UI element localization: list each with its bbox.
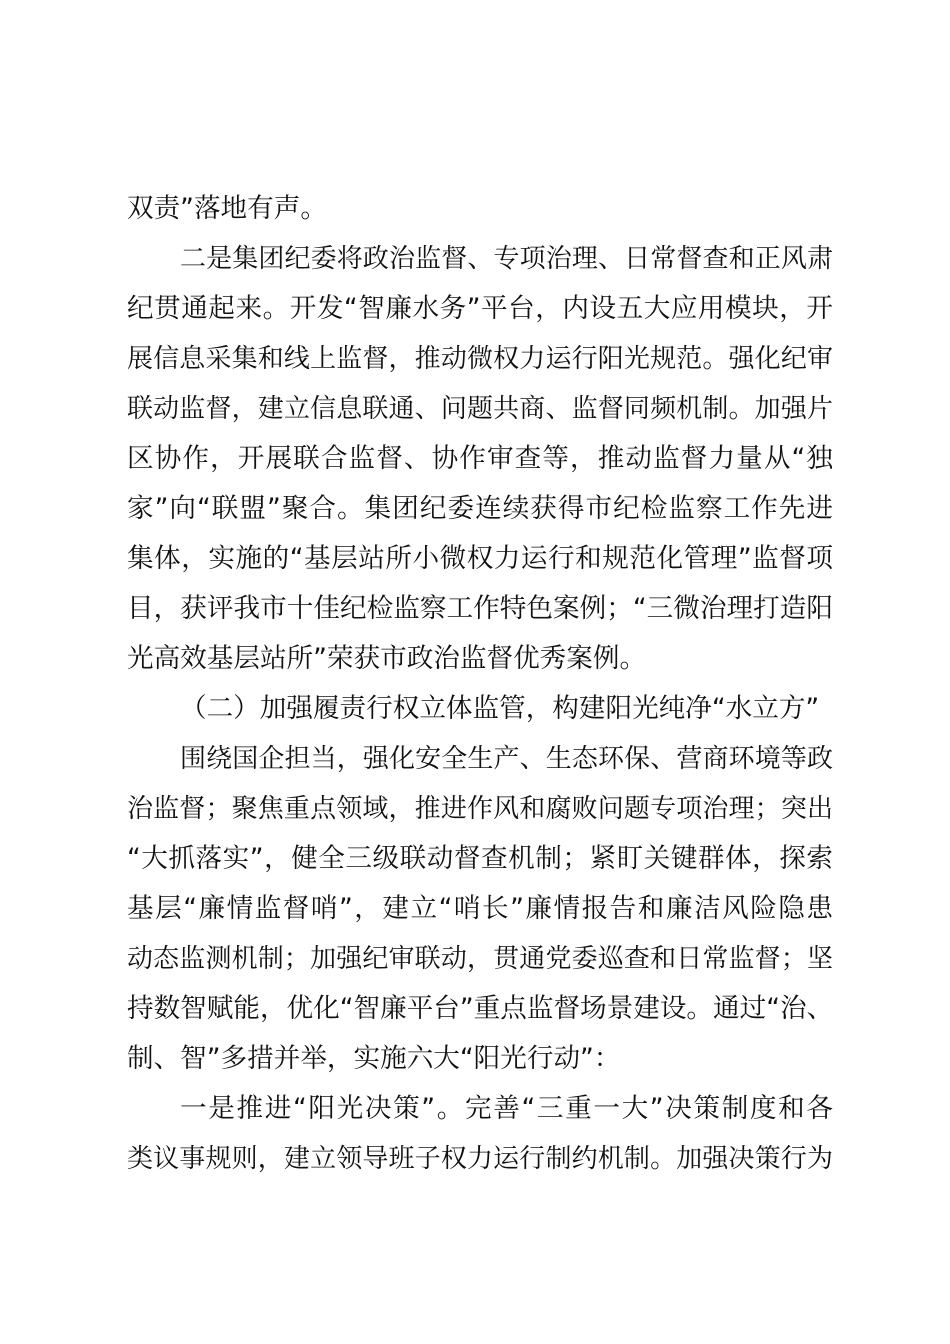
text-line: “大抓落实”，健全三级联动督查机制；紧盯关键群体，探索 bbox=[127, 843, 833, 874]
text-line: 治监督；聚焦重点领域，推进作风和腐败问题专项治理；突出 bbox=[127, 794, 833, 824]
text-line: 类议事规则，建立领导班子权力运行制约机制。加强决策行为 bbox=[127, 1144, 833, 1174]
text-line: 集体，实施的“基层站所小微权力运行和规范化管理”监督项 bbox=[127, 543, 833, 574]
text-line: 区协作，开展联合监督、协作审查等，推动监督力量从“独 bbox=[127, 443, 833, 474]
text-line: 家”向“联盟”聚合。集团纪委连续获得市纪检监察工作先进 bbox=[127, 493, 833, 524]
text-line: 双责”落地有声。 bbox=[127, 193, 327, 224]
paragraph-start-line: 围绕国企担当，强化安全生产、生态环保、营商环境等政 bbox=[180, 744, 833, 774]
text-line: 目，获评我市十佳纪检监察工作特色案例；“三微治理打造阳 bbox=[127, 593, 833, 624]
text-line: 持数智赋能，优化“智廉平台”重点监督场景建设。通过“治、 bbox=[127, 993, 834, 1024]
paragraph-start-line: 一是推进“阳光决策”。完善“三重一大”决策制度和各 bbox=[180, 1093, 833, 1124]
text-line: 展信息采集和线上监督，推动微权力运行阳光规范。强化纪审 bbox=[127, 344, 833, 374]
text-line: 光高效基层站所”荣获市政治监督优秀案例。 bbox=[127, 643, 647, 674]
text-line: 基层“廉情监督哨”，建立“哨长”廉情报告和廉洁风险隐患 bbox=[127, 893, 833, 924]
text-line: 联动监督，建立信息联通、问题共商、监督同频机制。加强片 bbox=[127, 394, 833, 424]
section-heading: （二）加强履责行权立体监管，构建阳光纯净“水立方” bbox=[180, 693, 820, 724]
text-line: 制、智”多措并举，实施六大“阳光行动”： bbox=[127, 1043, 621, 1074]
text-line: 纪贯通起来。开发“智廉水务”平台，内设五大应用模块，开 bbox=[127, 293, 833, 324]
paragraph-start-line: 二是集团纪委将政治监督、专项治理、日常督查和正风肃 bbox=[180, 244, 833, 274]
text-line: 动态监测机制；加强纪审联动，贯通党委巡查和日常监督；坚 bbox=[127, 944, 833, 974]
